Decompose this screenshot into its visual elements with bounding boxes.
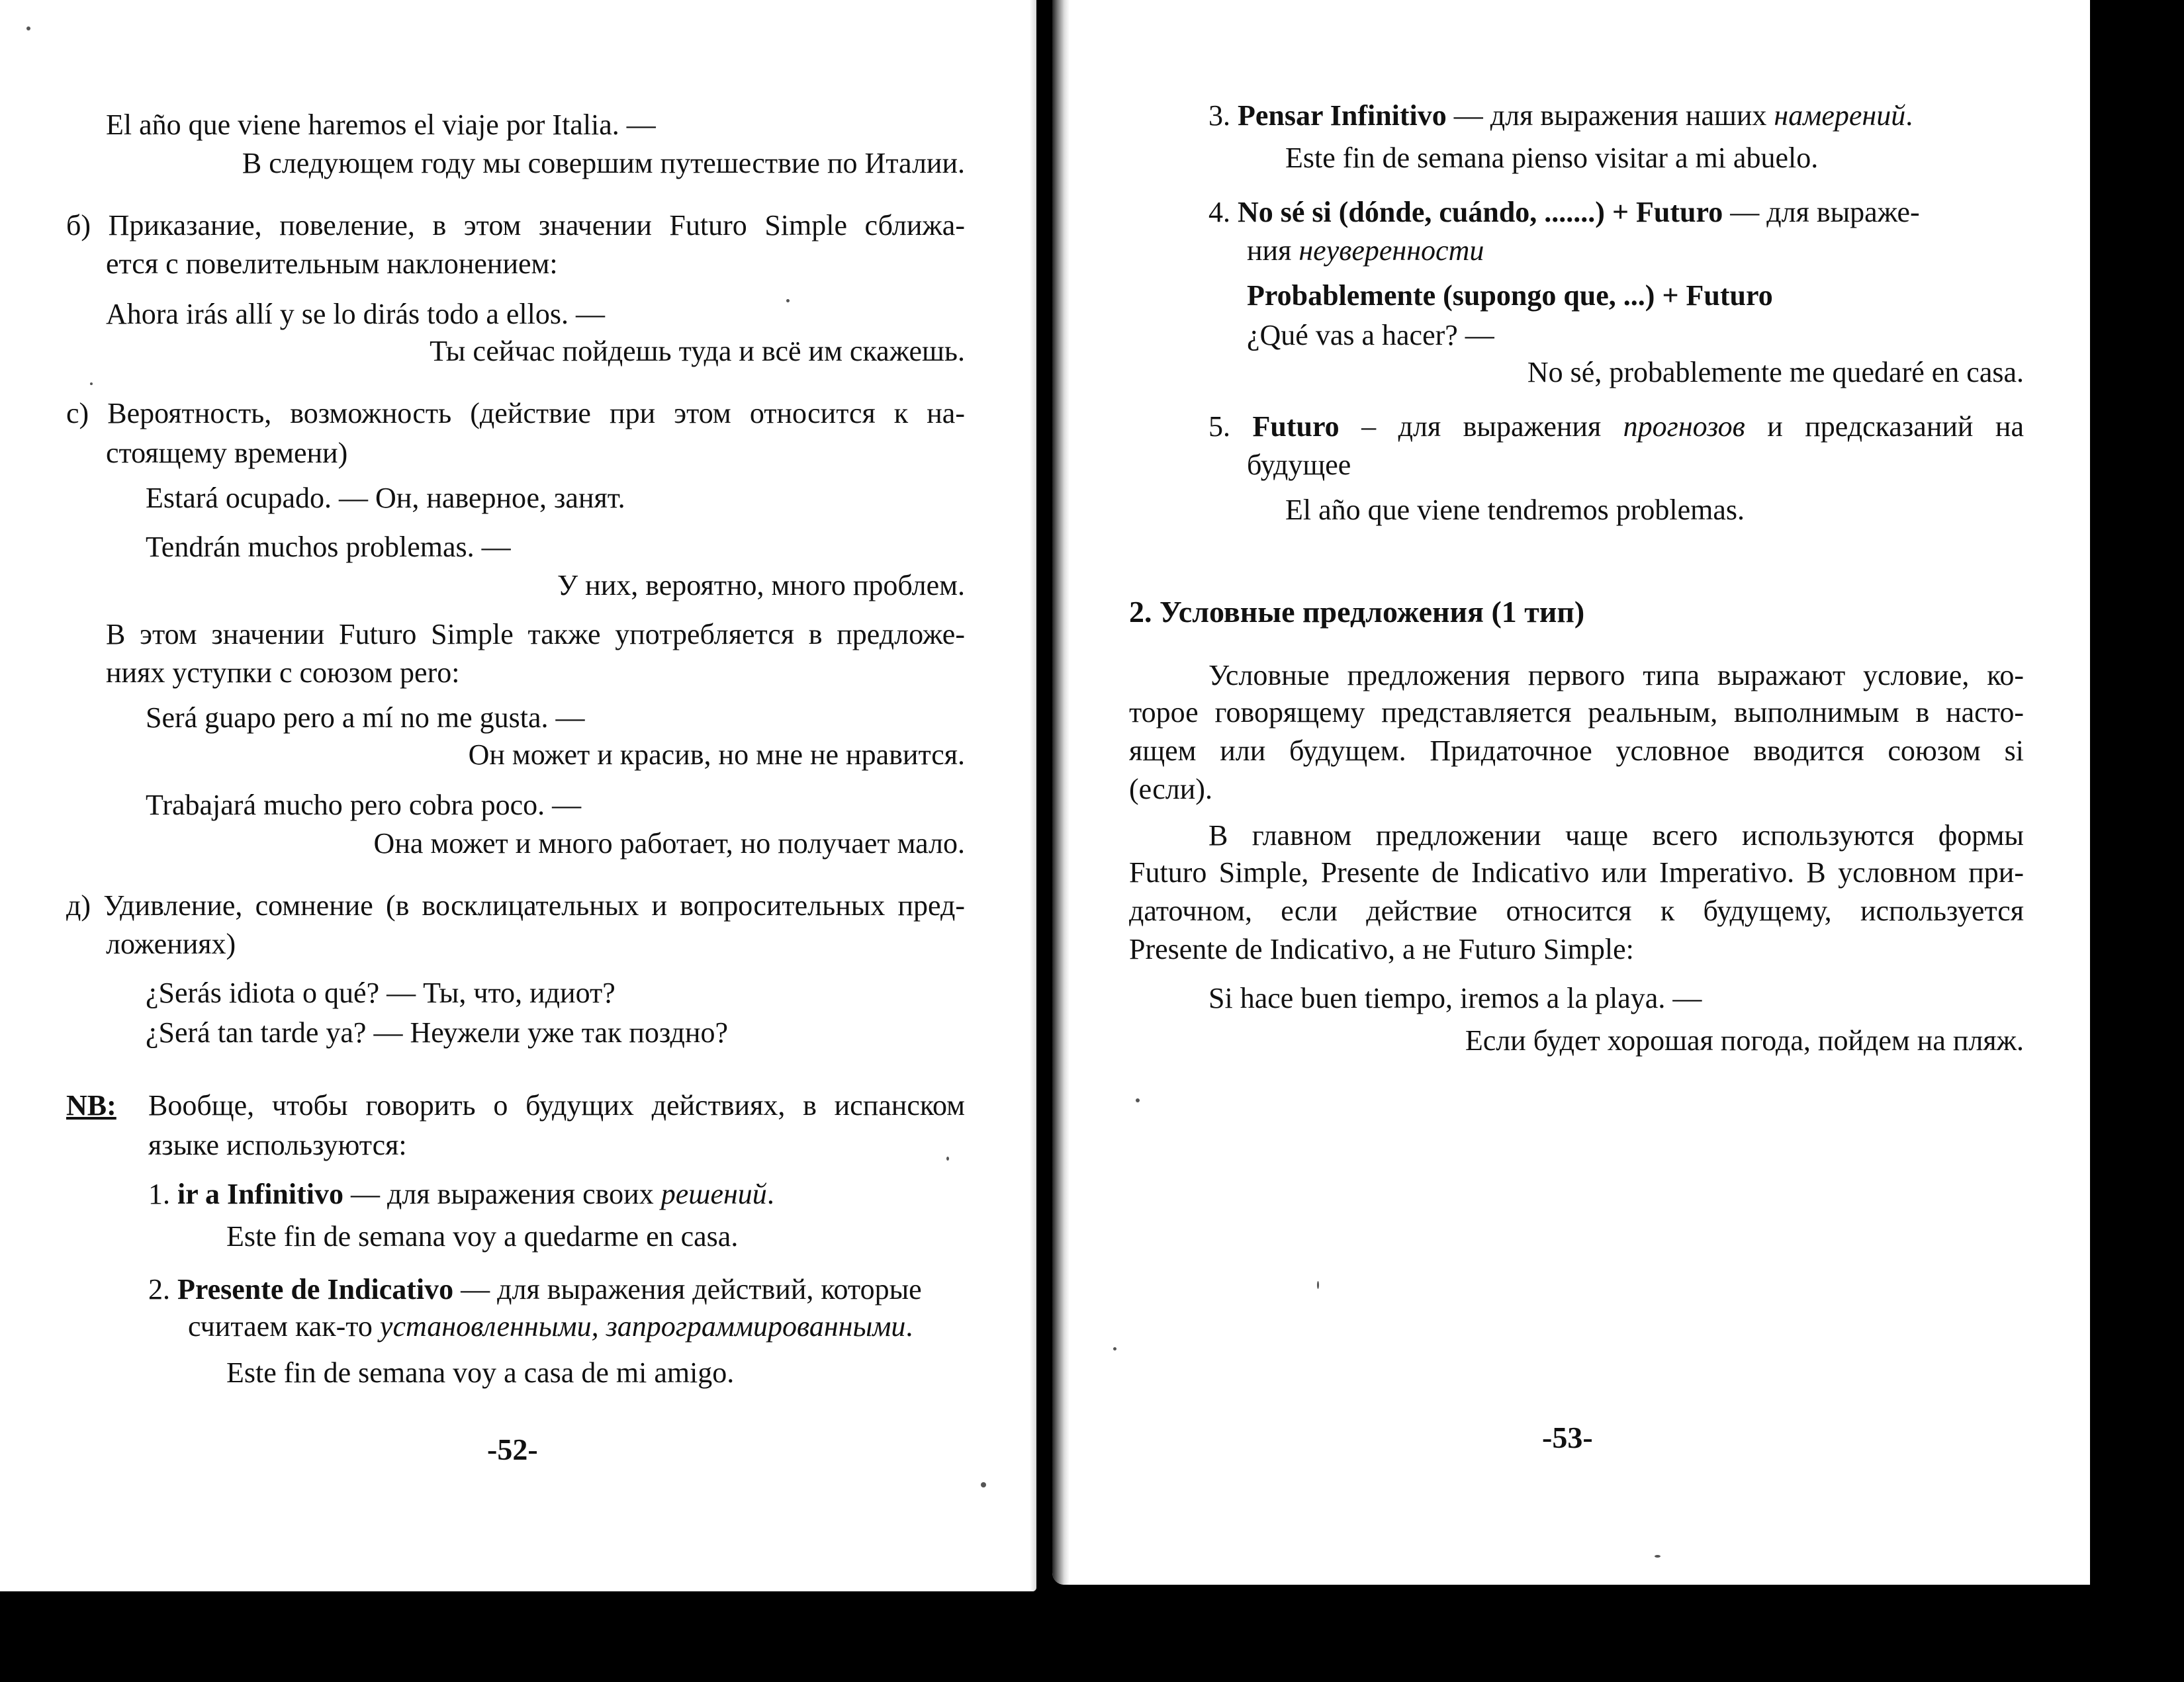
translation-line: У них, вероятно, много проблем. bbox=[557, 569, 965, 601]
text-line: б) Приказание, повеление, в этом значении Futuro Simple сближа- bbox=[66, 209, 965, 242]
scan-speck bbox=[1136, 1098, 1140, 1102]
list-item-5-cont: будущее bbox=[1247, 449, 1351, 481]
example-line: ¿Será tan tarde ya? — Неужели уже так поздно? bbox=[146, 1016, 728, 1049]
formula-line: Probablemente (supongo que, ...) + Futuro bbox=[1247, 279, 1773, 312]
text-line: с) Вероятность, возможность (действие при этом относится к на- bbox=[66, 397, 965, 429]
translation-line: Она может и много работает, но получает мало. bbox=[373, 827, 965, 860]
list-item-4-cont: ния неуверенности bbox=[1247, 234, 1484, 267]
section-heading: 2. Условные предложения (1 тип) bbox=[1129, 595, 1585, 629]
text-line: ложениях) bbox=[106, 928, 236, 960]
list-item-2: 2. Presente de Indicativo — для выражения действий, которые bbox=[148, 1273, 922, 1306]
list-item-2-cont: считаем как-то установленными, запрограммированными. bbox=[188, 1310, 913, 1343]
example-line: Será guapo pero a mí no me gusta. — bbox=[146, 701, 585, 734]
example-line: ¿Serás idiota o qué? — Ты, что, идиот? bbox=[146, 977, 615, 1009]
example-line: Este fin de semana voy a casa de mi amigo. bbox=[226, 1356, 735, 1389]
paragraph-line: Условные предложения первого типа выражают условие, ко- bbox=[1208, 659, 2024, 691]
example-line: El año que viene haremos el viaje por Italia. — bbox=[106, 109, 656, 141]
nb-text: Вообще, чтобы говорить о будущих действиях, в испанском bbox=[148, 1089, 965, 1122]
example-line: Este fin de semana voy a quedarme en casa. bbox=[226, 1220, 739, 1253]
page-number: -53- bbox=[1542, 1421, 1593, 1454]
translation-line: В следующем году мы совершим путешествие по Италии. bbox=[242, 147, 965, 179]
paragraph-line: Presente de Indicativo, а не Futuro Simple: bbox=[1129, 933, 1634, 965]
text-line: В этом значении Futuro Simple также употребляется в предложе- bbox=[106, 618, 965, 650]
scan-speck bbox=[1655, 1555, 1661, 1558]
scan-speck bbox=[90, 382, 93, 385]
paragraph-line: (если). bbox=[1129, 773, 1212, 805]
page-53 bbox=[1052, 0, 2090, 1585]
scan-speck bbox=[1113, 1347, 1116, 1350]
example-line: ¿Qué vas a hacer? — bbox=[1247, 319, 1494, 351]
text-line: ется с повелительным наклонением: bbox=[106, 247, 558, 280]
translation-line: Ты сейчас пойдешь туда и всё им скажешь. bbox=[430, 335, 965, 367]
example-line: Trabajará mucho pero cobra poco. — bbox=[146, 789, 582, 821]
text-line: стоящему времени) bbox=[106, 437, 348, 469]
example-line: Ahora irás allí y se lo dirás todo a ellos. — bbox=[106, 298, 605, 330]
example-line: Este fin de semana pienso visitar a mi abuelo. bbox=[1285, 142, 1819, 174]
paragraph-line: В главном предложении чаще всего используются формы bbox=[1208, 819, 2024, 852]
text-line: ниях уступки с союзом pero: bbox=[106, 656, 460, 689]
scan-speck bbox=[786, 299, 790, 302]
example-line: Estará ocupado. — Он, наверное, занят. bbox=[146, 482, 625, 514]
list-item-1: 1. ir a Infinitivo — для выражения своих решений. bbox=[148, 1178, 774, 1210]
translation-line: Если будет хорошая погода, пойдем на пляж. bbox=[1465, 1024, 2024, 1057]
example-line: Si hace buen tiempo, iremos a la playa. — bbox=[1208, 982, 1702, 1014]
nb-text: языке используются: bbox=[148, 1129, 407, 1161]
page-52 bbox=[0, 0, 1036, 1591]
nb-label: NB: bbox=[66, 1089, 116, 1122]
paragraph-line: торое говорящему представляется реальным, выполнимым в насто- bbox=[1129, 696, 2024, 729]
scan-speck bbox=[981, 1482, 986, 1487]
list-item-3: 3. Pensar Infinitivo — для выражения наших намерений. bbox=[1208, 99, 1913, 132]
page-number: -52- bbox=[487, 1433, 538, 1466]
scan-speck bbox=[1317, 1281, 1319, 1289]
translation-line: No sé, probablemente me quedaré en casa. bbox=[1527, 356, 2024, 388]
translation-line: Он может и красив, но мне не нравится. bbox=[468, 738, 965, 771]
example-line: El año que viene tendremos problemas. bbox=[1285, 494, 1745, 526]
scan-speck bbox=[946, 1157, 949, 1161]
paragraph-line: ящем или будущем. Придаточное условное вводится союзом si bbox=[1129, 734, 2024, 767]
example-line: Tendrán muchos problemas. — bbox=[146, 531, 511, 563]
paragraph-line: Futuro Simple, Presente de Indicativo или Imperativo. В условном при- bbox=[1129, 856, 2024, 889]
list-item-5: 5. Futuro – для выражения прогнозов и предсказаний на bbox=[1208, 410, 2024, 443]
paragraph-line: даточном, если действие относится к будущему, используется bbox=[1129, 895, 2024, 927]
list-item-4: 4. No sé si (dónde, cuándo, .......) + Futuro — для выраже- bbox=[1208, 196, 1920, 228]
scan-speck bbox=[26, 26, 30, 30]
text-line: д) Удивление, сомнение (в восклицательных и вопросительных пред- bbox=[66, 889, 965, 922]
